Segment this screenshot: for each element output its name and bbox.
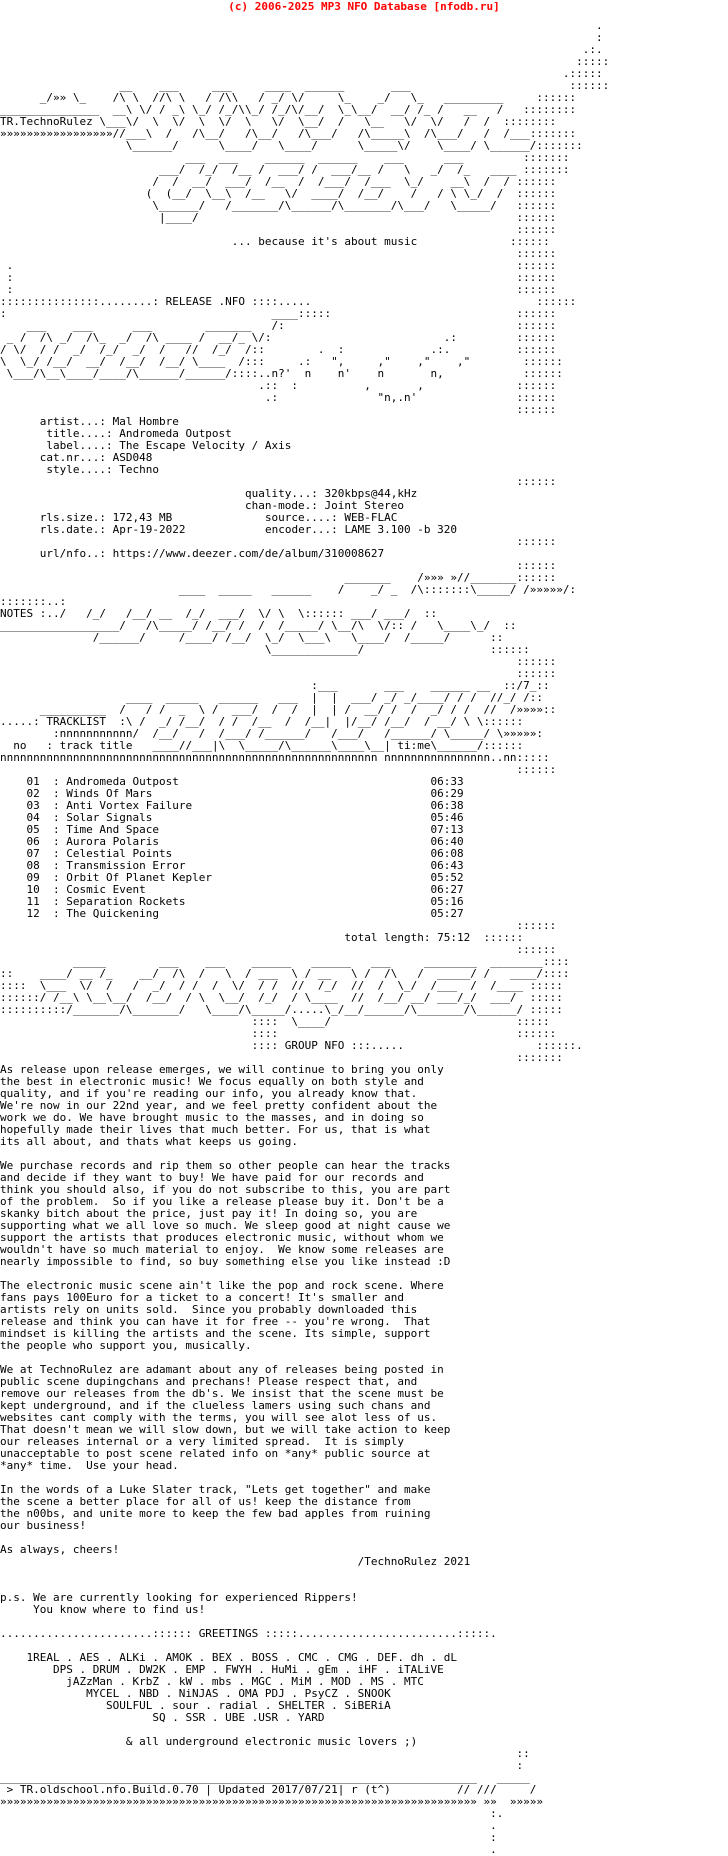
track-time: 05:27 [430, 907, 464, 920]
track-row: 05 : Time And Space 07:13 [26, 823, 464, 836]
track-row: 10 : Cosmic Event 06:27 [26, 883, 464, 896]
footer-build: > TR.oldschool.nfo.Build.0.70 | Updated 2017/07/21| r (t^) [6, 1783, 391, 1796]
track-no: 12 [26, 907, 40, 920]
value-label: The Escape Velocity / Axis [119, 439, 292, 452]
logo-art-row: \___\/ \ \/ \ \/ \ \/ \__/ / \__ \/ \/ / / :::::::: [92, 115, 557, 128]
group-text [0, 1064, 728, 1556]
release-url-link[interactable]: https://www.deezer.com/de/album/310008627 [112, 547, 385, 560]
value-artist: Mal Hombre [112, 415, 179, 428]
track-no: 02 [26, 787, 40, 800]
track-no: 07 [26, 847, 40, 860]
track-row: 08 : Transmission Error 06:43 [26, 859, 464, 872]
greetings-list [0, 1652, 728, 1724]
track-no: 10 [26, 883, 40, 896]
track-row: 06 : Aurora Polaris 06:40 [26, 835, 464, 848]
greetings-footer: & all underground electronic music lovers ;) [125, 1735, 418, 1748]
arrows-line: »»»»»»»»»»»»»»»»»// [0, 127, 126, 140]
track-no: 05 [26, 823, 40, 836]
track-title: Andromeda Outpost [66, 775, 179, 788]
track-no: 08 [26, 859, 40, 872]
track-no: 04 [26, 811, 40, 824]
value-quality: 320kbps@44,kHz [324, 487, 418, 500]
greetings-line: DPS . DRUM . DW2K . EMP . FWYH . HuMi . gEm . iHF . iTALiVE [52, 1663, 444, 1676]
label-artist: artist...: [39, 415, 106, 428]
tracklist [0, 776, 728, 920]
value-catnr: ASD048 [112, 451, 153, 464]
track-row: 07 : Celestial Points 06:08 [26, 847, 464, 860]
tracklist-heading: TRACKLIST [46, 715, 106, 728]
value-style: Techno [119, 463, 159, 476]
label-style: style....: [46, 463, 113, 476]
track-title: Aurora Polaris [66, 835, 159, 848]
value-rls-size: 172,43 MB [112, 511, 173, 524]
value-rls-date: Apr-19-2022 [112, 523, 186, 536]
track-title: Celestial Points [66, 847, 173, 860]
label-encoder: encoder...: [264, 523, 338, 536]
nfo-document: . : .:. ::::: .::::: __ ___ ___ ____ ______ ___ :::::: _/»» \_ /\ \ //\ \ / /\\ / _/ \/ \_ _/ \_ _________ :::::: _______________ __\ \/ / _\ \_/ /_/\\_/ /_/\/__/ \_\__/ __/ /_ / __ / :::::::: TR.TechnoRulez \___\/ \ \/ \ \/ \ \/ \__/ / \__ \/ \/ / / :::::::: »»»»»»»»»»»»»»»»»//___\ / /\__/ /\__/ /\___/ /\_____\ /\___/ / /___::::::: \______/ \____/ \____/ \_____\/ \____/ \______/::::::: ___ ___ ______ ______ ___ ___ ::::::: ___/ /_/ /__ / ___/ / ___/__ / \ _/ /_ ____ ::::::: / / __/ ___/ /__ / /___/ /___ \_/ __\ / / :::::: ( (__/ \__\ /__ \/ ____/ /__/ / / \ \_/ / :::::: \______/ /_______/\______/\_______/\___/ \_____/ :::::: |____/ :::::: :::::: ... because it's about music :::::: :::::: . :::::: : :::::: : :::::: :::::::::::::::........: RELEASE .NFO ::::..... :::::: : ____::::: :::::: ___ ___ ___ _______ /: :::::: _ / /\ _/ /\_ _/ /\ ____ / __/_ \/: .: :::::: / \/ / / _/ /_/ _/ / // /_/ /:: . : .:. :::::: \ \_/ /__/ __/ /__/ /__/ \____ /::: .: ", ," ," ," :::::: \___/\__\____/____/\______/______/::::..n?' n n' n n, :::::: .:: : , , :::::: .: "n,.n' :::::: :::::: artist...: Mal Hombre title....: Andromeda Outpost label....: The Escape Velocity / Axis cat.nr...: ASD048 style....: Techno :::::: quality...: 320kbps@44,kHz chan-mode.: Joint Stereo rls.size.: 172,43 MB source....: WEB-FLAC rls.date.: Apr-19-2022 encoder...: LAME 3.100 -b 320 :::::: url/nfo..: https://www.deezer.com/de/album/310008627 :::::: _______ /»»» »//_______:::::: ____ _____ ______ / _/ _ /\:::::::\_____/ /»»»»»/: :::::::..: NOTES :../ /_/ /__/ __ /_/ ___/ \/ \ \:::::: ___/ ___/ :: __________________/ /\_____/ /__/ / / /_____/ \__/\ \/:: / \____\_/ :: /______/ /____/ /__/ \_/ \___\ \____/ /_____/ :: \_____________/ :::::: :::::: :::::: :___ ___ ______ __ ::/7_:: ____ _____ ______ ___ | | ___/ _/ _/____/ / / //_/ /:: __________ / / / _ \ / ___/ / / | | / __/ / / _/ / / // /»»»»:: .....: TRACKLIST :\ / _/ /__/ / / /__ / /__| |/__/ /__/ / __/ \ \:::::: :nnnnnnnnnnn/ /__/ / /___/ /______/ /___/ /______/ \_____/ \»»»»»: no : track title ____//___|\ \_____/\______\____\__| ti:me\______/:::::: nnnnnnnnnnnnnnnnnnnnnnnnnnnnnnnnnnnnnnnnnnnnnnnnnnnnnnnnn nnnnnnnnnnnnnnnn..nn::::: :::::: 01 : Andromeda Outpost 06:33 02 : Winds Of Mars 06:29 03 : Anti Vortex Failure 06:38 04 : Solar Signals 05:46 05 : Time And Space 07:13 06 : Aurora Polaris 06:40 07 : Celestial Points 06:08 08 : Transmission Error 06:43 09 : Orbit Of Planet Kepler 05:52 10 : Cosmic Event 06:27 11 : Separation Rockets 05:16 12 : The Quickening 05:27 :::::: total length: 75:12 :::::: :::::: _____ ___ ___ ______ ______ ___ ________ ________:::: :: ____/ __ /_ __/ /\ / \ / ___ \ / __ \ / /\ / _____/ / ____/:::: :::: \___ \/ / / _/ / / / \/ / / // /_/ // / \_/ /___ / /____ ::::: ::::::/ /__\ \__\__/ /__/ / \ \__/ /_/ / \____ // /__/ __/ ___/_/ ___/ ::::: ::::::::::/_______/\_______/ \____/\_____/.....\_/__/______/\_______/\______/ ::::: :::: \____/ ::::: :::: :::::: :::: GROUP NFO :::..... ::::::. ::::::: As release upon release emerges, we will continue to bring you only the best in electronic music! We focus equally on both style and quality, and if you're reading our info, you already know that. We're now in our 22nd year, and we feel pretty confident about the work we do. We have brought music to the masses, and in doing so hopefully made their lives that much better. For us, that is what its all about, and thats what keeps us going. We purchase records and rip them so other people can hear the tracks and decide if they want to buy! We have paid for our records and think you should also, if you do not subscribe to this, you are part of the problem. So if you like a release please buy it. Don't be a skanky bitch about the price, just pay it! In doing so, you are supporting what we all love so much. We sleep good at night cause we support the artists that produces electronic music, without whom we wouldn't have so much material to enjoy. We know some releases are nearly impossible to find, so buy something else you like instead :D The electronic music scene ain't like the pop and rock scene. Where fans pays 100Euro for a ticket to a concert! It's smaller and artists rely on units sold. Since you probably downloaded this release and think you can have it for free -- you're wrong. That mindset is killing the artists and the scene. Its simple, support the people who support you, musically. We at TechnoRulez are adamant about any of releases being posted in public scene dupingchans and prechans! Please respect that, and remove our releases from the db's. We insist that the scene must be kept underground, and if the clueless lamers using such chans and websites cant comply with the terms, you will see alot less of us. That doesn't mean we will slow down, but we will take action to keep our releases internal or a very limited spread. It is simply unacceptable to post scene related info on *any* public source at *any* time. Use your head. In the words of a Luke Slater track, "Lets get together" and make the scene a better place for all of us! keep the distance from the n00bs, and unite more to keep the few bad apples from ruining our business! As always, cheers! /TechnoRulez 2021 p.s. We are currently looking for experienced Rippers! You know where to find us! .......................:::::: GREETINGS :::::........................:::::. 1REAL . AES . ALKi . AMOK . BEX . BOSS . CMC . CMG . DEF. dh . dL DPS . DRUM . DW2K . EMP . FWYH . HuMi . gEm . iHF . iTALiVE jAZzMan . KrbZ . kW . mbs . MGC . MiM . MOD . MS . MTC MYCEL . NBD . NiNJAS . OMA PDJ . PsyCZ . SNOOK SOULFUL . sour . radial . SHELTER . SiBERiA SQ . SSR . UBE .USR . YARD & all underground electronic music lovers ;) :: : ________________________________________________________________________ _____ > TR.oldschool.nfo.Build.0.70 | Updated 2017/07/21| r (t^) // /// / »»»»»»»»»»»»»»»»»»»»»»»»»»»»»»»»»»»»»»»»»»»»»»»»»»»»»»»»»»»»»»»»»»»»»»»» »» »»»»» :. . : . [0, 20, 728, 1856]
track-no: 09 [26, 871, 40, 884]
track-row: 11 : Separation Rockets 05:16 [26, 895, 464, 908]
greetings-line: 1REAL . AES . ALKi . AMOK . BEX . BOSS . CMC . CMG . DEF. dh . dL [26, 1651, 457, 1664]
track-row: 09 : Orbit Of Planet Kepler 05:52 [26, 871, 464, 884]
track-no: 06 [26, 835, 40, 848]
track-row: 03 : Anti Vortex Failure 06:38 [26, 799, 464, 812]
group-name-label: TR.TechnoRulez [0, 115, 93, 128]
track-title: Separation Rockets [66, 895, 186, 908]
track-row: 12 : The Quickening 05:27 [26, 907, 464, 920]
track-title: Transmission Error [66, 859, 186, 872]
track-title: Solar Signals [66, 811, 153, 824]
track-title: Orbit Of Planet Kepler [66, 871, 212, 884]
group-paragraph-1: As release upon release emerges, we will continue to bring you only the best in electronic music! We focus equally on both style and quality, and if you're reading our info, you already know that. We're now in our 22nd year, and we feel pretty confident about the work we do. We have brought music to the masses, and in doing so hopefully made their lives that much better. For us, that is what its all about, and thats what keeps us going. [0, 1063, 444, 1148]
track-time: 05:52 [430, 871, 464, 884]
label-quality: quality...: [245, 487, 318, 500]
label-catnr: cat.nr...: [39, 451, 106, 464]
group-paragraph-4: We at TechnoRulez are adamant about any of releases being posted in public scene dupingchans and prechans! Please respect that, and remove our releases from the db's. We insist that the scene must be kept underground, and if the clueless lamers using such chans and websites cant comply with the terms, you will see alot less of us. That doesn't mean we will slow down, but we will take action to keep our releases internal or a very limited spread. It is simply unacceptable to post scene related info on *any* public source at *any* time. Use your head. [0, 1363, 451, 1472]
value-encoder: LAME 3.100 -b 320 [344, 523, 458, 536]
track-title: Anti Vortex Failure [66, 799, 193, 812]
track-no: 01 [26, 775, 40, 788]
track-no: 11 [26, 895, 40, 908]
site-header: (c) 2006-2025 MP3 NFO Database [nfodb.ru] [228, 0, 500, 13]
value-chan-mode: Joint Stereo [324, 499, 405, 512]
greetings-line: SOULFUL . sour . radial . SHELTER . SiBERiA [105, 1699, 391, 1712]
group-logo-art: :::::: _____ ___ ___ ______ ______ ___ ________ ________:::: :: ____/ __ /_ __/ /\ / \ / ___ \ / __ \ / /\ / _____/ / ____/:::: :::: \___ \/ / / _/ / / / \/ / / // /_/ // / \_/ /___ / /____ ::::: ::::::/ /__\ \__\__/ /__/ / \ \__/ /_/ / \____ // /__/ __/ ___/_/ ___/ ::::: ::::::::::/_______/\_______/ \____/\_____/.....\_/__/______/\_______/\______/ ::::: :::: \____/ ::::: :::: :::::: [0, 943, 570, 1040]
notes-heading: NOTES [0, 607, 34, 620]
track-time: 06:33 [430, 775, 464, 788]
total-length-label: total length: [344, 931, 431, 944]
logo-art-lower: \______/ \____/ \____/ \_____\/ \____/ \______/::::::: ___ ___ ______ ______ ___ ___ ::::::: ___/ /_/ /__ / ___/ / ___/__ / \ _/ /_ ____ ::::::: / / __/ ___/ /__ / /___/ /___ \_/ __\ / / :::::: ( (__/ \__\ /__ \/ ____/ /__/ / / \ \_/ / :::::: \______/ /_______/\______/\_______/\___/ \_____/ :::::: |____/ :::::: :::::: [125, 139, 583, 236]
label-source: source....: [264, 511, 338, 524]
track-time: 06:27 [430, 883, 464, 896]
track-title: Cosmic Event [66, 883, 146, 896]
label-rls-date: rls.date.: [39, 523, 106, 536]
greetings-heading: GREETINGS [198, 1627, 259, 1640]
track-time: 05:46 [430, 811, 464, 824]
track-title: The Quickening [66, 907, 159, 920]
logo-art-row-2: ___\ / /\__/ /\__/ /\___/ /\_____\ /\___/ / /___::::::: [125, 127, 577, 140]
track-title: Time And Space [66, 823, 159, 836]
col-no: no [13, 739, 27, 752]
track-time: 05:16 [430, 895, 464, 908]
total-length-value: 75:12 [437, 931, 471, 944]
greetings-line: MYCEL . NBD . NiNJAS . OMA PDJ . PsyCZ . SNOOK [86, 1687, 391, 1700]
greetings-line: jAZzMan . KrbZ . kW . mbs . MGC . MiM . MOD . MS . MTC [66, 1675, 424, 1688]
group-paragraph-2: We purchase records and rip them so other people can hear the tracks and decide if they want to buy! We have paid for our records and think you should also, if you do not subscribe to this, you are part of the problem. So if you like a release please buy it. Don't be a skanky bitch about the price, just pay it! In doing so, you are supporting what we all love so much. We sleep good at night cause we support the artists that produces electronic music, without whom we wouldn't have so much material to enjoy. We know some releases are nearly impossible to find, so buy something else you like instead :D [0, 1159, 451, 1268]
value-title: Andromeda Outpost [119, 427, 232, 440]
track-row: 04 : Solar Signals 05:46 [26, 811, 464, 824]
track-row: 02 : Winds Of Mars 06:29 [26, 787, 464, 800]
track-title: Winds Of Mars [66, 787, 153, 800]
track-time: 06:38 [430, 799, 464, 812]
label-label: label....: [46, 439, 113, 452]
track-no: 03 [26, 799, 40, 812]
col-time: ti:me [397, 739, 431, 752]
group-paragraph-3: The electronic music scene ain't like the pop and rock scene. Where fans pays 100Euro for a ticket to a concert! It's smaller and artists rely on units sold. Since you probably downloaded this release and think you can have it for free -- you're wrong. That mindset is killing the artists and the scene. Its simple, support the people who support you, musically. [0, 1279, 444, 1352]
label-rls-size: rls.size.: [39, 511, 106, 524]
greetings-line: SQ . SSR . UBE .USR . YARD [152, 1711, 325, 1724]
release-logo-art: : ____::::: :::::: ___ ___ ___ _______ /: :::::: _ / /\ _/ /\_ _/ /\ ____ / __/_ \/: .: :::::: / \/ / / _/ /_/ _/ / // /_/ /:: . : .:. :::::: \ \_/ /__/ __/ /__/ /__/ \____ /::: .: ", ," ," ," :::::: \___/\__\____/____/\______/______/::::..n?' n n' n n, :::::: .:: : , , :::::: .: "n,.n' :::::: [0, 307, 563, 404]
release-nfo-heading: RELEASE .NFO [165, 295, 246, 308]
notes-logo-art: :::::: _______ /»»» »//_______:::::: ____ _____ ______ / _/ _ /\:::::::\_____/ /»»»»»/: :::::::..: [0, 559, 577, 608]
tagline: ... because it's about music [231, 235, 418, 248]
label-url: url/nfo..: [39, 547, 106, 560]
group-paragraph-5: In the words of a Luke Slater track, "Lets get together" and make the scene a better place for all of us! keep the distance from the n00bs, and unite more to keep the few bad apples from ruining our business! [0, 1483, 431, 1532]
group-paragraph-6: As always, cheers! [0, 1543, 120, 1556]
value-source: WEB-FLAC [344, 511, 398, 524]
track-time: 06:08 [430, 847, 464, 860]
col-track-title: track title [59, 739, 133, 752]
track-row: 01 : Andromeda Outpost 06:33 [26, 775, 464, 788]
label-chan-mode: chan-mode.: [245, 499, 318, 512]
ps-text: p.s. We are currently looking for experienced Rippers! You know where to find us! [0, 1591, 358, 1616]
top-ascii-art: . : .:. ::::: .::::: __ ___ ___ ____ ______ ___ :::::: _/»» \_ /\ \ //\ \ / /\\ / _/ \/ \_ _/ \_ _________ :::::: _______________ __\ \/ / _\ \_/ /_/\\_/ /_/\/__/ \_\__/ __/ /_ / __ / :::::::: [0, 20, 610, 116]
track-time: 06:40 [430, 835, 464, 848]
track-time: 06:29 [430, 787, 464, 800]
label-title: title....: [46, 427, 113, 440]
signature: /TechnoRulez 2021 [357, 1555, 471, 1568]
track-time: 06:43 [430, 859, 464, 872]
track-time: 07:13 [430, 823, 464, 836]
group-nfo-heading: GROUP NFO [284, 1039, 345, 1052]
